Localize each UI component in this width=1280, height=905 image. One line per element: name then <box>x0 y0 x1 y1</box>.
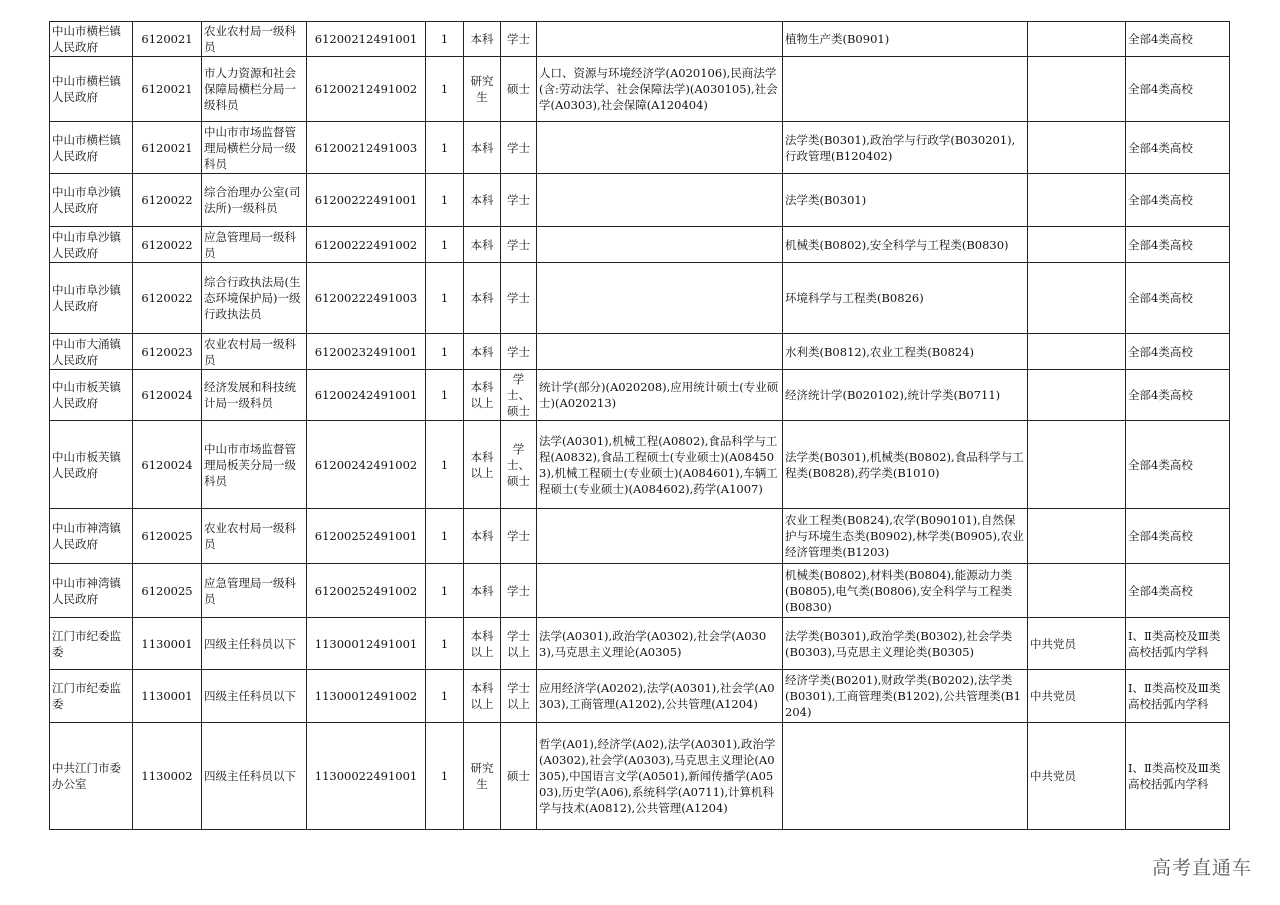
cell-position: 经济发展和科技统计局一级科员 <box>202 370 307 421</box>
cell-position-code: 61200222491003 <box>307 263 426 334</box>
cell-count: 1 <box>426 509 464 564</box>
cell-school-scope: 全部4类高校 <box>1126 421 1230 509</box>
cell-grad-major: 人口、资源与环境经济学(A020106),民商法学(含:劳动法学、社会保障法学)(A030105),社会学(A0303),社会保障(A120404) <box>537 57 783 122</box>
cell-degree: 学士 <box>501 509 537 564</box>
cell-position-code: 61200212491002 <box>307 57 426 122</box>
cell-school-scope: 全部4类高校 <box>1126 370 1230 421</box>
cell-undergrad-major: 法学类(B0301),政治学类(B0302),社会学类(B0303),马克思主义理论类(B0305) <box>783 618 1028 670</box>
table-row <box>50 370 1230 421</box>
cell-other-requirement <box>1028 122 1126 174</box>
cell-school-scope: 全部4类高校 <box>1126 57 1230 122</box>
cell-school-scope: 全部4类高校 <box>1126 263 1230 334</box>
cell-school-scope: 全部4类高校 <box>1126 22 1230 57</box>
table-row <box>50 618 1230 670</box>
cell-education: 本科 <box>464 263 501 334</box>
cell-position-code: 61200232491001 <box>307 334 426 370</box>
cell-education: 本科 <box>464 564 501 618</box>
cell-education: 本科 <box>464 22 501 57</box>
table-row <box>50 421 1230 509</box>
cell-position: 农业农村局一级科员 <box>202 22 307 57</box>
cell-undergrad-major <box>783 723 1028 830</box>
cell-undergrad-major <box>783 57 1028 122</box>
cell-education: 本科以上 <box>464 370 501 421</box>
cell-degree: 学士 <box>501 564 537 618</box>
cell-count: 1 <box>426 22 464 57</box>
cell-unit: 中山市神湾镇人民政府 <box>50 509 133 564</box>
table-row <box>50 57 1230 122</box>
cell-school-scope: 全部4类高校 <box>1126 334 1230 370</box>
table-row <box>50 22 1230 57</box>
cell-school-scope: 全部4类高校 <box>1126 509 1230 564</box>
cell-unit: 中山市横栏镇人民政府 <box>50 122 133 174</box>
cell-count: 1 <box>426 618 464 670</box>
cell-degree: 学士 <box>501 22 537 57</box>
cell-grad-major <box>537 227 783 263</box>
cell-count: 1 <box>426 564 464 618</box>
cell-degree: 学士 <box>501 122 537 174</box>
cell-education: 本科以上 <box>464 421 501 509</box>
cell-grad-major: 统计学(部分)(A020208),应用统计硕士(专业硕士)(A020213) <box>537 370 783 421</box>
cell-grad-major <box>537 263 783 334</box>
cell-education: 本科 <box>464 509 501 564</box>
cell-degree: 学士 <box>501 227 537 263</box>
cell-unit-code: 6120022 <box>133 263 202 334</box>
cell-undergrad-major: 经济学类(B0201),财政学类(B0202),法学类(B0301),工商管理类(B1202),公共管理类(B1204) <box>783 670 1028 723</box>
table-row <box>50 723 1230 830</box>
cell-position-code: 61200242491002 <box>307 421 426 509</box>
cell-school-scope: 全部4类高校 <box>1126 227 1230 263</box>
cell-degree: 学士以上 <box>501 618 537 670</box>
cell-unit-code: 1130002 <box>133 723 202 830</box>
cell-education: 研究生 <box>464 723 501 830</box>
cell-undergrad-major: 水利类(B0812),农业工程类(B0824) <box>783 334 1028 370</box>
cell-count: 1 <box>426 370 464 421</box>
cell-other-requirement <box>1028 174 1126 227</box>
cell-count: 1 <box>426 227 464 263</box>
cell-count: 1 <box>426 421 464 509</box>
cell-position: 四级主任科员以下 <box>202 618 307 670</box>
table-row <box>50 509 1230 564</box>
cell-degree: 硕士 <box>501 723 537 830</box>
cell-grad-major <box>537 334 783 370</box>
cell-unit-code: 6120025 <box>133 564 202 618</box>
cell-school-scope: 全部4类高校 <box>1126 122 1230 174</box>
cell-unit: 中共江门市委办公室 <box>50 723 133 830</box>
cell-other-requirement <box>1028 509 1126 564</box>
cell-unit-code: 6120022 <box>133 174 202 227</box>
cell-count: 1 <box>426 174 464 227</box>
cell-position: 中山市市场监督管理局板芙分局一级科员 <box>202 421 307 509</box>
recruitment-table <box>49 21 1230 830</box>
cell-other-requirement <box>1028 564 1126 618</box>
cell-unit: 中山市阜沙镇人民政府 <box>50 227 133 263</box>
cell-school-scope: Ⅰ、Ⅱ类高校及Ⅲ类高校括弧内学科 <box>1126 670 1230 723</box>
cell-unit: 中山市板芙镇人民政府 <box>50 370 133 421</box>
cell-unit: 中山市阜沙镇人民政府 <box>50 174 133 227</box>
cell-position-code: 61200222491002 <box>307 227 426 263</box>
cell-other-requirement <box>1028 370 1126 421</box>
cell-degree: 学士 <box>501 174 537 227</box>
cell-position-code: 61200212491003 <box>307 122 426 174</box>
cell-position-code: 61200222491001 <box>307 174 426 227</box>
cell-count: 1 <box>426 334 464 370</box>
cell-undergrad-major: 植物生产类(B0901) <box>783 22 1028 57</box>
cell-grad-major: 法学(A0301),政治学(A0302),社会学(A0303),马克思主义理论(A0305) <box>537 618 783 670</box>
cell-other-requirement <box>1028 421 1126 509</box>
cell-count: 1 <box>426 57 464 122</box>
cell-position: 综合治理办公室(司法所)一级科员 <box>202 174 307 227</box>
cell-undergrad-major: 法学类(B0301) <box>783 174 1028 227</box>
cell-unit-code: 6120021 <box>133 122 202 174</box>
cell-grad-major <box>537 174 783 227</box>
cell-grad-major: 法学(A0301),机械工程(A0802),食品科学与工程(A0832),食品工程硕士(专业硕士)(A084503),机械工程硕士(专业硕士)(A084601),车辆工程硕士(专业硕士)(A084602),药学(A1007) <box>537 421 783 509</box>
cell-other-requirement <box>1028 227 1126 263</box>
cell-unit: 中山市横栏镇人民政府 <box>50 22 133 57</box>
cell-education: 研究生 <box>464 57 501 122</box>
cell-position: 中山市市场监督管理局横栏分局一级科员 <box>202 122 307 174</box>
cell-degree: 学士以上 <box>501 670 537 723</box>
cell-position: 综合行政执法局(生态环境保护局)一级行政执法员 <box>202 263 307 334</box>
cell-unit-code: 6120023 <box>133 334 202 370</box>
cell-undergrad-major: 经济统计学(B020102),统计学类(B0711) <box>783 370 1028 421</box>
cell-degree: 学士、硕士 <box>501 370 537 421</box>
cell-unit-code: 1130001 <box>133 618 202 670</box>
cell-undergrad-major: 法学类(B0301),政治学与行政学(B030201),行政管理(B120402) <box>783 122 1028 174</box>
table-row <box>50 334 1230 370</box>
cell-position-code: 11300012491001 <box>307 618 426 670</box>
cell-unit: 江门市纪委监委 <box>50 670 133 723</box>
cell-count: 1 <box>426 670 464 723</box>
cell-school-scope: Ⅰ、Ⅱ类高校及Ⅲ类高校括弧内学科 <box>1126 723 1230 830</box>
cell-school-scope: 全部4类高校 <box>1126 564 1230 618</box>
cell-unit: 中山市横栏镇人民政府 <box>50 57 133 122</box>
cell-other-requirement <box>1028 263 1126 334</box>
table-row <box>50 263 1230 334</box>
cell-unit-code: 6120024 <box>133 370 202 421</box>
watermark-text: 高考直通车 <box>1151 857 1252 879</box>
cell-unit-code: 6120024 <box>133 421 202 509</box>
cell-position: 四级主任科员以下 <box>202 723 307 830</box>
cell-unit: 中山市板芙镇人民政府 <box>50 421 133 509</box>
cell-undergrad-major: 法学类(B0301),机械类(B0802),食品科学与工程类(B0828),药学类(B1010) <box>783 421 1028 509</box>
cell-count: 1 <box>426 122 464 174</box>
table-row <box>50 564 1230 618</box>
cell-education: 本科 <box>464 174 501 227</box>
cell-other-requirement: 中共党员 <box>1028 618 1126 670</box>
cell-grad-major <box>537 509 783 564</box>
cell-undergrad-major: 机械类(B0802),材料类(B0804),能源动力类(B0805),电气类(B0806),安全科学与工程类(B0830) <box>783 564 1028 618</box>
cell-other-requirement: 中共党员 <box>1028 723 1126 830</box>
cell-grad-major: 应用经济学(A0202),法学(A0301),社会学(A0303),工商管理(A1202),公共管理(A1204) <box>537 670 783 723</box>
cell-school-scope: 全部4类高校 <box>1126 174 1230 227</box>
cell-unit-code: 6120022 <box>133 227 202 263</box>
cell-unit-code: 6120025 <box>133 509 202 564</box>
cell-position-code: 11300022491001 <box>307 723 426 830</box>
cell-degree: 硕士 <box>501 57 537 122</box>
cell-degree: 学士、硕士 <box>501 421 537 509</box>
cell-education: 本科 <box>464 334 501 370</box>
cell-position: 应急管理局一级科员 <box>202 227 307 263</box>
cell-other-requirement: 中共党员 <box>1028 670 1126 723</box>
cell-position-code: 61200252491002 <box>307 564 426 618</box>
cell-school-scope: Ⅰ、Ⅱ类高校及Ⅲ类高校括弧内学科 <box>1126 618 1230 670</box>
cell-education: 本科 <box>464 122 501 174</box>
cell-undergrad-major: 环境科学与工程类(B0826) <box>783 263 1028 334</box>
cell-unit: 江门市纪委监委 <box>50 618 133 670</box>
cell-unit-code: 1130001 <box>133 670 202 723</box>
cell-grad-major <box>537 564 783 618</box>
cell-education: 本科以上 <box>464 618 501 670</box>
cell-degree: 学士 <box>501 263 537 334</box>
cell-unit-code: 6120021 <box>133 57 202 122</box>
cell-grad-major <box>537 22 783 57</box>
cell-unit: 中山市大涌镇人民政府 <box>50 334 133 370</box>
cell-other-requirement <box>1028 57 1126 122</box>
cell-grad-major: 哲学(A01),经济学(A02),法学(A0301),政治学(A0302),社会学(A0303),马克思主义理论(A0305),中国语言文学(A0501),新闻传播学(A0503),历史学(A06),系统科学(A0711),计算机科学与技术(A0812),公共管理(A1204) <box>537 723 783 830</box>
cell-position-code: 11300012491002 <box>307 670 426 723</box>
cell-undergrad-major: 农业工程类(B0824),农学(B090101),自然保护与环境生态类(B0902),林学类(B0905),农业经济管理类(B1203) <box>783 509 1028 564</box>
cell-position: 应急管理局一级科员 <box>202 564 307 618</box>
cell-count: 1 <box>426 723 464 830</box>
cell-other-requirement <box>1028 22 1126 57</box>
cell-education: 本科以上 <box>464 670 501 723</box>
cell-position: 农业农村局一级科员 <box>202 509 307 564</box>
cell-grad-major <box>537 122 783 174</box>
table-row <box>50 174 1230 227</box>
cell-undergrad-major: 机械类(B0802),安全科学与工程类(B0830) <box>783 227 1028 263</box>
cell-degree: 学士 <box>501 334 537 370</box>
cell-position-code: 61200242491001 <box>307 370 426 421</box>
cell-position: 四级主任科员以下 <box>202 670 307 723</box>
cell-position-code: 61200252491001 <box>307 509 426 564</box>
table-row <box>50 227 1230 263</box>
cell-position: 市人力资源和社会保障局横栏分局一级科员 <box>202 57 307 122</box>
cell-position: 农业农村局一级科员 <box>202 334 307 370</box>
cell-education: 本科 <box>464 227 501 263</box>
table-row <box>50 670 1230 723</box>
cell-unit: 中山市神湾镇人民政府 <box>50 564 133 618</box>
table-row <box>50 122 1230 174</box>
cell-count: 1 <box>426 263 464 334</box>
cell-position-code: 61200212491001 <box>307 22 426 57</box>
cell-unit: 中山市阜沙镇人民政府 <box>50 263 133 334</box>
cell-other-requirement <box>1028 334 1126 370</box>
cell-unit-code: 6120021 <box>133 22 202 57</box>
